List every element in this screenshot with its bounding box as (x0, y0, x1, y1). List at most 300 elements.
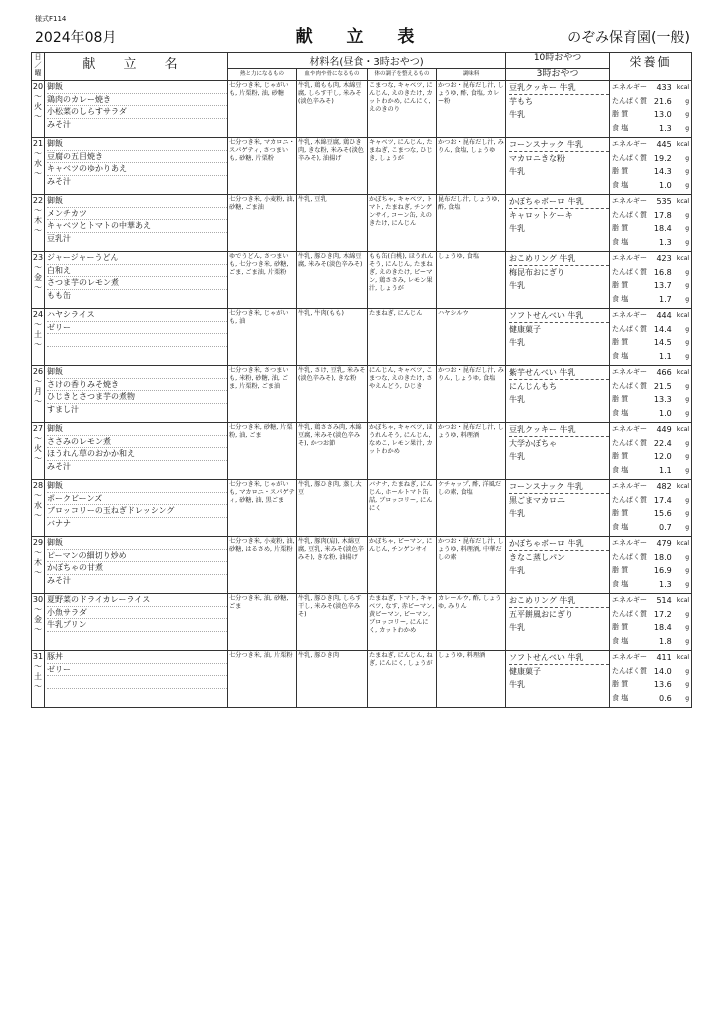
menu-row (32, 309, 692, 366)
date-number: 24 (32, 310, 44, 319)
menu-row (32, 594, 692, 651)
nutrition-value: 423 (656, 254, 672, 263)
materials-body: たまねぎ, にんじん, ねぎ, にんにく, しょうが (368, 651, 437, 708)
dish-name (47, 334, 227, 347)
energy-row (612, 480, 691, 494)
nutrition-label: エネルギー (612, 140, 648, 148)
nutrition-label: 脂 質 (612, 452, 629, 461)
date-number: 20 (32, 82, 44, 91)
dish-list (45, 594, 228, 651)
date-number: 21 (32, 139, 44, 148)
date-number: 26 (32, 367, 44, 376)
snack-3-drink: 牛乳 (509, 338, 526, 347)
materials-body: バナナ, たまねぎ, にんじん, ホールトマト缶詰, ブロッコリー, にんにく (368, 480, 437, 537)
year-month: 2024年08月 (35, 30, 117, 46)
snack-cell (506, 138, 610, 195)
fat-row (612, 279, 691, 293)
nutrition-label: g (685, 181, 690, 189)
nutrition-cell (610, 480, 692, 537)
nutrition-label: エネルギー (612, 539, 648, 547)
protein-row (612, 266, 691, 280)
weekday: 土 (34, 672, 42, 681)
dish-name: キャベツのゆかりあえ (47, 163, 227, 176)
snack-10-name: かぼちゃボーロ 牛乳 (509, 195, 609, 209)
nutrition-label: エネルギー (612, 197, 648, 205)
nutrition-value: 15.6 (653, 509, 672, 519)
nutrition-label: g (685, 553, 690, 561)
nutrition-label: g (685, 154, 690, 162)
nutrition-label: g (685, 168, 690, 176)
snack-3-name: 健康菓子 (509, 667, 542, 676)
nutrition-value: 19.2 (653, 153, 672, 163)
nutrition-label: g (685, 225, 690, 233)
snack-10-name: おこめリング 牛乳 (509, 594, 609, 608)
nutrition-label: g (685, 325, 690, 333)
materials-seasoning: しょうゆ, 食塩 (437, 252, 506, 309)
header-nutrition: 栄養価 (610, 53, 692, 81)
nutrition-value: 466 (656, 368, 672, 377)
dish-name: ジャージャーうどん (47, 252, 227, 265)
day-cell: 28 ～ 水 ～ (32, 480, 45, 537)
nutrition-label: kcal (676, 312, 690, 319)
snack-10-name: 豆乳クッキー 牛乳 (509, 423, 609, 437)
materials-energy: 七分つき米, 小麦粉, 油, 砂糖, はるさめ, 片栗粉 (228, 537, 297, 594)
snack-3-drink: 牛乳 (509, 224, 526, 233)
energy-row (612, 138, 691, 152)
nutrition-label: たんぱく質 (612, 666, 648, 675)
dish-name: 小松菜のしらすサラダ (47, 106, 227, 119)
nutrition-label: g (685, 624, 690, 632)
materials-energy: 七分つき米, じゃがいも, 油 (228, 309, 297, 366)
materials-body: たまねぎ, にんじん (368, 309, 437, 366)
nutrition-label: g (685, 510, 690, 518)
nutrition-value: 411 (656, 653, 672, 662)
dish-name: みそ汁 (47, 575, 71, 585)
snack-3-drink: 牛乳 (509, 509, 526, 518)
dish-name: 鶏肉のカレー焼き (47, 94, 227, 107)
date-number: 23 (32, 253, 44, 262)
snack-cell (506, 651, 610, 708)
salt-row (612, 635, 691, 649)
fat-row (612, 336, 691, 350)
snack-3-drink: 牛乳 (509, 395, 526, 404)
dish-name: かぼちゃの甘煮 (47, 562, 227, 575)
snack-cell (506, 594, 610, 651)
energy-row (612, 594, 691, 608)
materials-seasoning: 昆布だし汁, しょうゆ, 酢, 食塩 (437, 195, 506, 252)
materials-seasoning: かつお・昆布だし汁, みりん, しょうゆ, 食塩 (437, 366, 506, 423)
snack-3-name: 黒ごまマカロニ (509, 496, 566, 505)
menu-row (32, 195, 692, 252)
snack-10-name: 豆乳クッキー 牛乳 (509, 81, 609, 95)
dish-name: キャベツとトマトの中華あえ (47, 220, 227, 233)
dish-name: ささみのレモン煮 (47, 436, 227, 449)
nutrition-label: g (685, 238, 690, 246)
nutrition-value: 1.8 (658, 636, 672, 646)
nutrition-label: 食 塩 (612, 636, 629, 645)
energy-row (612, 651, 691, 665)
dish-name: 御飯 (47, 537, 227, 550)
protein-row (612, 209, 691, 223)
salt-row (612, 578, 691, 592)
salt-row (612, 521, 691, 535)
nutrition-label: 脂 質 (612, 395, 629, 404)
weekday: 土 (34, 330, 42, 339)
nutrition-label: 食 塩 (612, 579, 629, 588)
nutrition-label: kcal (676, 84, 690, 91)
snack-3-name: 芋もち (509, 97, 534, 106)
materials-blood: 牛乳, 鶏もも肉, 木綿豆腐, しらす干し, 米みそ(淡色辛みそ) (297, 81, 368, 138)
materials-blood: 牛乳, 豆乳 (297, 195, 368, 252)
dish-name: さつま芋のレモン煮 (47, 277, 227, 290)
energy-row (612, 423, 691, 437)
materials-body: たまねぎ, トマト, キャベツ, なす, 赤ピーマン, 黄ピーマン, ピーマン, ブロッコリー, にんにく, カットわかめ (368, 594, 437, 651)
nutrition-value: 13.7 (653, 281, 672, 291)
salt-row (612, 236, 691, 250)
nutrition-label: たんぱく質 (612, 438, 648, 447)
nutrition-label: エネルギー (612, 653, 648, 661)
energy-row (612, 366, 691, 380)
materials-blood: 牛乳, 豚肉(肩), 木綿豆腐, 豆乳, 米みそ(淡色辛みそ), きな粉, 油揚げ (297, 537, 368, 594)
energy-row (612, 195, 691, 209)
snack-cell (506, 423, 610, 480)
nutrition-label: g (685, 111, 690, 119)
dish-name: 豆乳汁 (47, 233, 71, 243)
materials-seasoning: ケチャップ, 酢, 洋風だしの素, 食塩 (437, 480, 506, 537)
date-number: 30 (32, 595, 44, 604)
snack-3-name: マカロニきな粉 (509, 154, 566, 163)
nutrition-label: g (685, 124, 690, 132)
dish-list (45, 651, 228, 708)
snack-10-name: おこめリング 牛乳 (509, 252, 609, 266)
materials-body: にんじん, キャベツ, こまつな, えのきたけ, さやえんどう, ひじき (368, 366, 437, 423)
nutrition-label: g (685, 453, 690, 461)
nutrition-value: 17.4 (653, 495, 672, 505)
dish-name: みそ汁 (47, 119, 71, 129)
materials-body: かぼちゃ, キャベツ, ほうれんそう, にんじん, なめこ, レモン果汁, カットわかめ (368, 423, 437, 480)
nutrition-label: 脂 質 (612, 338, 629, 347)
menu-row (32, 537, 692, 594)
nutrition-label: エネルギー (612, 311, 648, 319)
salt-row (612, 464, 691, 478)
nutrition-label: 食 塩 (612, 693, 629, 702)
nutrition-label: g (685, 268, 690, 276)
protein-row (612, 437, 691, 451)
nutrition-value: 12.0 (653, 452, 672, 462)
protein-row (612, 152, 691, 166)
salt-row (612, 350, 691, 364)
protein-row (612, 551, 691, 565)
nutrition-value: 13.6 (653, 680, 672, 690)
nutrition-label: g (685, 396, 690, 404)
protein-row (612, 323, 691, 337)
nutrition-value: 18.4 (653, 224, 672, 234)
nutrition-label: たんぱく質 (612, 324, 648, 333)
weekday: 金 (34, 615, 42, 624)
nutrition-cell (610, 366, 692, 423)
nutrition-label: エネルギー (612, 368, 648, 376)
menu-table (31, 52, 692, 708)
nutrition-label: たんぱく質 (612, 267, 648, 276)
energy-row (612, 81, 691, 95)
energy-row (612, 309, 691, 323)
dish-name (47, 689, 227, 701)
materials-seasoning: かつお・昆布だし汁, みりん, 食塩, しょうゆ (437, 138, 506, 195)
nutrition-value: 18.4 (653, 623, 672, 633)
snack-10-name: ソフトせんべい 牛乳 (509, 309, 609, 323)
nutrition-cell (610, 252, 692, 309)
menu-row (32, 138, 692, 195)
menu-row (32, 81, 692, 138)
snack-3-name: 五平餅風おにぎり (509, 610, 574, 619)
dish-name: ピーマンの細切り炒め (47, 550, 227, 563)
nutrition-value: 17.8 (653, 210, 672, 220)
materials-seasoning: かつお・昆布だし汁, しょうゆ, 酢, 食塩, カレー粉 (437, 81, 506, 138)
nutrition-label: g (685, 295, 690, 303)
nutrition-label: エネルギー (612, 596, 648, 604)
nutrition-label: g (685, 282, 690, 290)
nutrition-value: 1.3 (658, 237, 672, 247)
nutrition-cell (610, 195, 692, 252)
dish-list (45, 366, 228, 423)
snack-cell (506, 537, 610, 594)
date-number: 27 (32, 424, 44, 433)
dish-name (47, 347, 227, 359)
snack-10-name: 紫芋せんべい 牛乳 (509, 366, 609, 380)
nutrition-label: 食 塩 (612, 465, 629, 474)
nutrition-cell (610, 594, 692, 651)
date-number: 28 (32, 481, 44, 490)
materials-energy: 七分つき米, じゃがいも, 片栗粉, 油, 砂糖 (228, 81, 297, 138)
protein-row (612, 380, 691, 394)
nutrition-label: kcal (676, 483, 690, 490)
nutrition-value: 21.6 (653, 96, 672, 106)
snack-cell (506, 309, 610, 366)
nutrition-label: エネルギー (612, 83, 648, 91)
dish-name: 白和え (47, 265, 227, 278)
day-cell: 24 ～ 土 ～ (32, 309, 45, 366)
dish-name: バナナ (47, 518, 71, 528)
nutrition-value: 482 (656, 482, 672, 491)
materials-energy: 七分つき米, 砂糖, 片栗粉, 油, ごま (228, 423, 297, 480)
nutrition-label: 脂 質 (612, 566, 629, 575)
dish-name (47, 632, 227, 644)
materials-body: こまつな, キャベツ, にんじん, えのきたけ, カットわかめ, にんにく, えのきのり (368, 81, 437, 138)
snack-3-name: にんじんもち (509, 382, 558, 391)
nutrition-label: g (685, 97, 690, 105)
header-mat-blood: 血や肉や骨になるもの (297, 69, 368, 81)
protein-row (612, 608, 691, 622)
dish-name: ほうれん草のおかか和え (47, 448, 227, 461)
day-cell: 31 ～ 土 ～ (32, 651, 45, 708)
nutrition-label: たんぱく質 (612, 609, 648, 618)
materials-energy: 七分つき米, 油, 砂糖, ごま (228, 594, 297, 651)
salt-row (612, 122, 691, 136)
materials-body: かぼちゃ, ピーマン, にんじん, チンゲンサイ (368, 537, 437, 594)
nutrition-value: 433 (656, 83, 672, 92)
materials-blood: 牛乳, さけ, 豆乳, 米みそ(淡色辛みそ), きな粉 (297, 366, 368, 423)
materials-seasoning: かつお・昆布だし汁, しょうゆ, 料理酒 (437, 423, 506, 480)
page-title: 献 立 表 (295, 27, 429, 47)
weekday: 火 (34, 102, 42, 111)
dish-name: 御飯 (47, 138, 227, 151)
day-cell: 26 ～ 月 ～ (32, 366, 45, 423)
nutrition-label: kcal (676, 426, 690, 433)
nutrition-value: 514 (656, 596, 672, 605)
date-number: 22 (32, 196, 44, 205)
menu-row (32, 423, 692, 480)
materials-seasoning: かつお・昆布だし汁, しょうゆ, 料理酒, 中華だしの素 (437, 537, 506, 594)
fat-row (612, 393, 691, 407)
nutrition-label: エネルギー (612, 254, 648, 262)
weekday: 木 (34, 216, 42, 225)
materials-blood: 牛乳, 豚ひき肉, 蒸し大豆 (297, 480, 368, 537)
nutrition-label: g (685, 211, 690, 219)
weekday: 火 (34, 444, 42, 453)
dish-name: ポークビーンズ (47, 493, 227, 506)
dish-name: 小魚サラダ (47, 607, 227, 620)
materials-energy: 七分つき米, マカロニ・スパゲティ, さつまいも, 砂糖, 片栗粉 (228, 138, 297, 195)
nutrition-value: 16.9 (653, 566, 672, 576)
dish-name: ゼリー (47, 322, 227, 335)
energy-row (612, 537, 691, 551)
nutrition-value: 14.5 (653, 338, 672, 348)
nutrition-label: たんぱく質 (612, 381, 648, 390)
nutrition-label: 脂 質 (612, 509, 629, 518)
dish-name: 御飯 (47, 480, 227, 493)
nutrition-label: 食 塩 (612, 408, 629, 417)
snack-cell (506, 81, 610, 138)
materials-body: かぼちゃ, キャベツ, トマト, たまねぎ, チンゲンサイ, コーン缶, えのきたけ, にんじん (368, 195, 437, 252)
nutrition-label: エネルギー (612, 482, 648, 490)
snack-cell (506, 366, 610, 423)
snack-10-name: コーンスナック 牛乳 (509, 138, 609, 152)
dish-name: さけの香りみそ焼き (47, 379, 227, 392)
header-menu-name: 献 立 名 (45, 53, 228, 81)
nutrition-value: 13.3 (653, 395, 672, 405)
nutrition-label: 食 塩 (612, 123, 629, 132)
materials-blood: 牛乳, 木綿豆腐, 鶏ひき肉, きな粉, 米みそ(淡色辛みそ), 油揚げ (297, 138, 368, 195)
dish-name: 御飯 (47, 366, 227, 379)
weekday: 月 (34, 387, 42, 396)
dish-list (45, 537, 228, 594)
nutrition-value: 14.3 (653, 167, 672, 177)
salt-row (612, 407, 691, 421)
nutrition-label: g (685, 409, 690, 417)
header-mat-energy: 熱と力になるもの (228, 69, 297, 81)
nutrition-label: 脂 質 (612, 281, 629, 290)
nutrition-label: kcal (676, 255, 690, 262)
dish-name: 豚丼 (47, 651, 227, 664)
weekday: 金 (34, 273, 42, 282)
nutrition-cell (610, 138, 692, 195)
header-snack-3: 3時おやつ (506, 69, 610, 81)
nutrition-label: 食 塩 (612, 522, 629, 531)
snack-3-drink: 牛乳 (509, 167, 526, 176)
dish-list (45, 480, 228, 537)
nutrition-label: 食 塩 (612, 237, 629, 246)
nutrition-label: g (685, 610, 690, 618)
snack-cell (506, 480, 610, 537)
dish-name: 豆腐の五目焼き (47, 151, 227, 164)
nutrition-value: 17.2 (653, 609, 672, 619)
nutrition-label: g (685, 667, 690, 675)
nutrition-value: 1.1 (658, 351, 672, 361)
dish-list (45, 138, 228, 195)
form-code: 様式F114 (35, 15, 67, 23)
nutrition-label: kcal (676, 198, 690, 205)
nutrition-value: 1.1 (658, 465, 672, 475)
nutrition-value: 449 (656, 425, 672, 434)
nutrition-value: 444 (656, 311, 672, 320)
nutrition-value: 14.0 (653, 666, 672, 676)
day-cell: 30 ～ 金 ～ (32, 594, 45, 651)
nutrition-value: 479 (656, 539, 672, 548)
day-cell: 29 ～ 木 ～ (32, 537, 45, 594)
materials-energy: 七分つき米, さつまいも, 米粉, 砂糖, 油, ごま, 片栗粉, ごま油 (228, 366, 297, 423)
materials-seasoning: カレールウ, 酢, しょうゆ, みりん (437, 594, 506, 651)
header-materials: 材料名(昼食・3時おやつ) (228, 53, 506, 69)
salt-row (612, 293, 691, 307)
dish-list (45, 81, 228, 138)
dish-name: 御飯 (47, 81, 227, 94)
snack-10-name: かぼちゃボーロ 牛乳 (509, 537, 609, 551)
fat-row (612, 678, 691, 692)
day-cell: 21 ～ 水 ～ (32, 138, 45, 195)
nutrition-value: 22.4 (653, 438, 672, 448)
salt-row (612, 179, 691, 193)
snack-10-name: ソフトせんべい 牛乳 (509, 651, 609, 665)
materials-blood: 牛乳, 豚ひき肉, 木綿豆腐, 米みそ(淡色辛みそ) (297, 252, 368, 309)
nutrition-label: 食 塩 (612, 351, 629, 360)
dish-name: メンチカツ (47, 208, 227, 221)
nutrition-value: 1.7 (658, 294, 672, 304)
header-mat-body: 体の調子を整えるもの (368, 69, 437, 81)
salt-row (612, 692, 691, 706)
menu-row (32, 651, 692, 708)
menu-row (32, 252, 692, 309)
header-snack-10: 10時おやつ (506, 53, 610, 69)
nutrition-label: エネルギー (612, 425, 648, 433)
materials-energy: 七分つき米, じゃがいも, マカロニ・スパゲティ, 砂糖, 油, 黒ごま (228, 480, 297, 537)
snack-3-name: キャロットケーキ (509, 211, 573, 220)
nutrition-value: 0.7 (658, 522, 672, 532)
dish-name: ゼリー (47, 664, 227, 677)
dish-name: みそ汁 (47, 176, 71, 186)
header-day: 日／曜 (32, 53, 45, 81)
snack-3-drink: 牛乳 (509, 110, 526, 119)
nutrition-label: g (685, 339, 690, 347)
nutrition-label: g (685, 580, 690, 588)
dish-name: 御飯 (47, 195, 227, 208)
nutrition-cell (610, 81, 692, 138)
materials-body: キャベツ, にんじん, たまねぎ, こまつな, ひじき, しょうが (368, 138, 437, 195)
dish-name (47, 676, 227, 689)
nutrition-label: 脂 質 (612, 110, 629, 119)
nutrition-value: 18.0 (653, 552, 672, 562)
nutrition-label: g (685, 523, 690, 531)
nutrition-label: g (685, 352, 690, 360)
nutrition-value: 1.0 (658, 408, 672, 418)
nutrition-label: たんぱく質 (612, 210, 648, 219)
dish-name: 御飯 (47, 423, 227, 436)
nutrition-label: g (685, 496, 690, 504)
nutrition-cell (610, 309, 692, 366)
dish-name: すまし汁 (47, 404, 79, 414)
dish-name: ブロッコリーの玉ねぎドレッシング (47, 505, 227, 518)
nutrition-label: g (685, 681, 690, 689)
snack-3-name: 梅昆布おにぎり (509, 268, 566, 277)
